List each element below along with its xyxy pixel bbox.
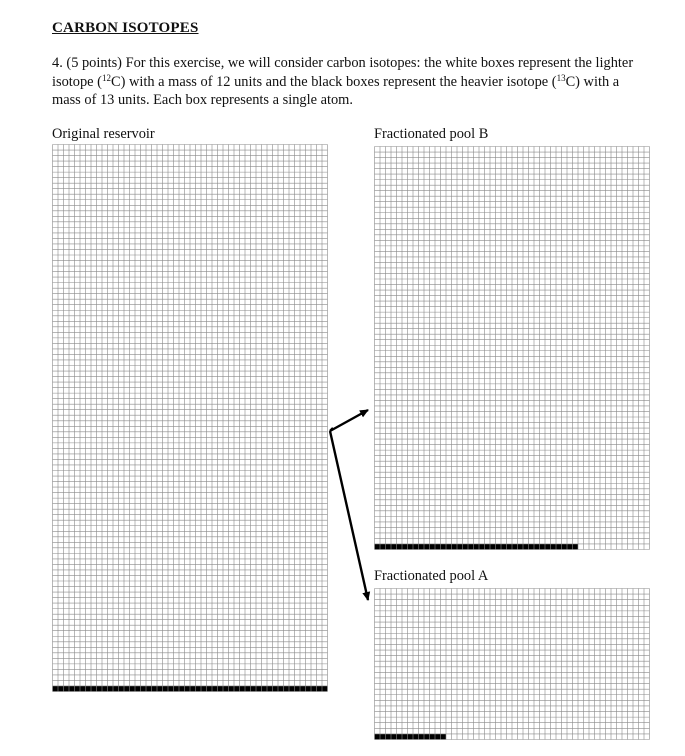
- question-points: (5 points): [66, 55, 122, 71]
- original-reservoir-label: Original reservoir: [52, 126, 155, 142]
- question-number: 4.: [52, 55, 63, 71]
- question-body-1: For this exercise, we will consider carbon isotopes: the white boxes represent the lighter isotope (: [52, 55, 634, 90]
- pool-b-label: Fractionated pool B: [374, 126, 489, 142]
- heavy-mass-superscript: 13: [556, 72, 566, 83]
- question-body-2: C) with a mass of 12 units and the black boxes represent the heavier isotope (: [110, 73, 557, 90]
- arrow-to-pool-a: [330, 431, 368, 600]
- pool-a-label: Fractionated pool A: [374, 568, 489, 584]
- light-mass-superscript: 12: [101, 72, 111, 83]
- question-body-3: C) with a mass of 13 units. Each box represents a single atom.: [52, 73, 620, 108]
- arrow-to-pool-b: [330, 410, 368, 431]
- page-title: CARBON ISOTOPES: [52, 20, 199, 36]
